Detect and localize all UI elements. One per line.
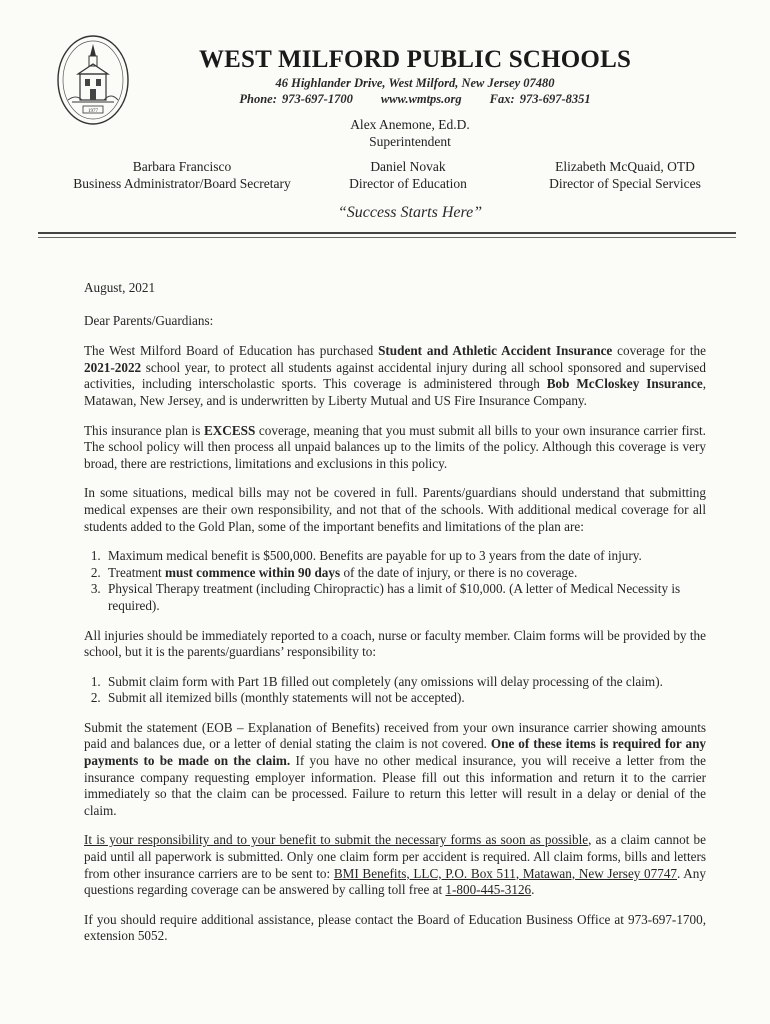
- school-seal-logo: [56, 34, 130, 126]
- official-title: Business Administrator/Board Secretary: [73, 176, 291, 191]
- list-item: 2. Submit all itemized bills (monthly statements will not be accepted).: [104, 690, 706, 707]
- official-name: Barbara Francisco: [132, 159, 232, 174]
- superintendent-name: Alex Anemone, Ed.D.: [350, 117, 470, 132]
- mailing-address: BMI Benefits, LLC, P.O. Box 511, Matawan, New Jersey 07747: [333, 865, 678, 881]
- benefits-list: [84, 548, 706, 614]
- official-title: Director of Education: [349, 176, 467, 191]
- fax-number: Fax: 973-697-8351: [489, 92, 591, 106]
- steps-list: [84, 674, 706, 707]
- paragraph-limitations: In some situations, medical bills may not be covered in full. Parents/guardians should understand that submitting medical expenses are their own responsibility, and not that of the schools. With additional medical coverage for all students added to the Gold Plan, some of the important benefits and limitations of the plan are:: [84, 485, 706, 534]
- official-business-administrator: [42, 158, 322, 192]
- paragraph-assistance: If you should require additional assistance, please contact the Board of Education Business Office at 973-697-1700, extension 5052.: [84, 911, 706, 944]
- superintendent-block: [230, 116, 590, 150]
- toll-free-number: 1-800-445-3126: [445, 882, 532, 898]
- paragraph-responsibility: It is your responsibility and to your benefit to submit the necessary forms as soon as possible, as a claim cannot be paid until all paperwork is submitted. Only one claim form per accident is required. All claim forms, bills and letters from other insurance carriers are to be sent to: BMI Benefits, LLC, P.O. Box 511, Matawan, New Jersey 07747. Any questions regarding coverage can be answered by calling toll free at 1-800-445-3126.: [84, 832, 707, 898]
- paragraph-reporting: All injuries should be immediately reported to a coach, nurse or faculty member. Claim forms will be provided by the school, but it is the parents/guardians’ responsibility to:: [84, 627, 706, 660]
- contact-line: [150, 92, 680, 107]
- official-name: Elizabeth McQuaid, OTD: [555, 159, 695, 174]
- letter-greeting: Dear Parents/Guardians:: [84, 312, 214, 328]
- official-name: Daniel Novak: [370, 159, 446, 174]
- list-item: 2. Treatment must commence within 90 days of the date of injury, or there is no coverage.: [104, 565, 706, 582]
- header-divider: [38, 232, 736, 234]
- paragraph-eob: Submit the statement (EOB – Explanation of Benefits) received from your own insurance carrier showing amounts paid and balances due, or a letter of denial stating the claim is not covered. One of these items is required for any payments to be made on the claim. If you have no other medical insurance, you will receive a letter from the insurance company requesting employer information. Please fill out this information and return it to the carrier immediately so that the claim can be processed. Failure to return this letter will result in a delay or denial of the claim.: [84, 719, 707, 818]
- svg-text:1977: 1977: [88, 109, 98, 114]
- district-address: 46 Highlander Drive, West Milford, New Jersey 07480: [275, 76, 555, 90]
- letter-date: August, 2021: [84, 280, 156, 295]
- school-district-name: WEST MILFORD PUBLIC SCHOOLS: [198, 46, 632, 73]
- paragraph-coverage: The West Milford Board of Education has purchased Student and Athletic Accident Insurance coverage for the 2021-2022 school year, to protect all students against accidental injury during all school sponsored and supervised activities, including interscholastic sports. This coverage is administered through Bob McCloskey Insurance, Matawan, New Jersey, and is underwritten by Liberty Mutual and US Fire Insurance Company.: [84, 343, 706, 408]
- website: www.wmtps.org: [380, 92, 462, 106]
- list-item: 1. Maximum medical benefit is $500,000. Benefits are payable for up to 3 years from the date of injury.: [104, 548, 706, 565]
- paragraph-excess: This insurance plan is EXCESS coverage, meaning that you must submit all bills to your own insurance carrier first. The school policy will then process all unpaid balances up to the limits of the policy. Although this coverage is very broad, there are restrictions, limitations and exclusions in this policy.: [84, 422, 706, 471]
- phone-number: Phone: 973-697-1700: [239, 92, 353, 106]
- superintendent-title: Superintendent: [369, 134, 451, 149]
- official-director-education: [318, 158, 498, 192]
- district-slogan: “Success Starts Here”: [337, 204, 483, 221]
- header-divider-thin: [38, 237, 736, 238]
- list-item: 3. Physical Therapy treatment (including Chiropractic) has a limit of $10,000. (A letter of Medical Necessity is required).: [104, 581, 706, 614]
- letter-body: [84, 280, 706, 958]
- official-director-special-services: [520, 158, 730, 192]
- list-item: 1. Submit claim form with Part 1B filled out completely (any omissions will delay processing of the claim).: [104, 674, 706, 691]
- official-title: Director of Special Services: [549, 176, 701, 191]
